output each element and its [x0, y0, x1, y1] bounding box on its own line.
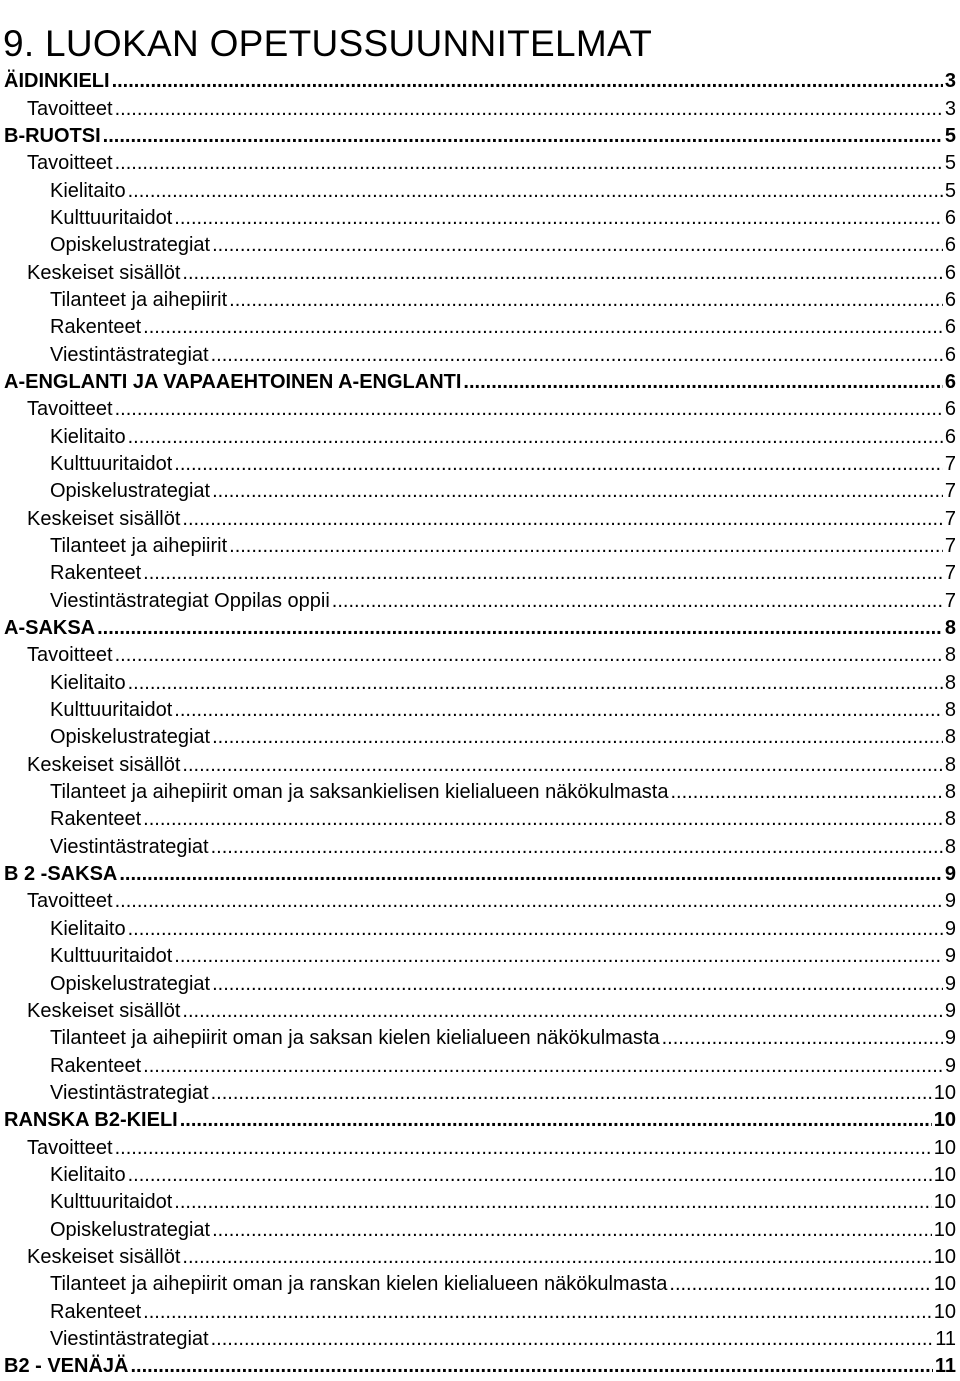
toc-entry[interactable] — [0, 1025, 960, 1052]
toc-dot-leader — [174, 697, 943, 724]
toc-entry-title: Keskeiset sisällöt — [27, 1245, 181, 1268]
toc-entry[interactable] — [0, 478, 960, 505]
toc-dot-leader — [143, 1053, 943, 1080]
page-title: 9. LUOKAN OPETUSSUUNNITELMAT — [3, 22, 653, 64]
toc-entry-title: Opiskelustrategiat — [50, 480, 211, 503]
toc-entry-title: RANSKA B2-KIELI — [4, 1109, 178, 1132]
toc-entry-title: Tavoitteet — [27, 152, 113, 175]
toc-entry-title: Tilanteet ja aihepiirit — [50, 535, 228, 558]
toc-page-number: 6 — [944, 288, 956, 311]
toc-page-number: 6 — [944, 261, 956, 284]
toc-dot-leader — [115, 888, 943, 915]
toc-entry[interactable] — [0, 752, 960, 779]
toc-page-number: 8 — [944, 781, 956, 804]
toc-page-number: 6 — [944, 316, 956, 339]
toc-entry-title: Rakenteet — [50, 316, 142, 339]
toc-dot-leader — [128, 424, 943, 451]
toc-entry-title: Tavoitteet — [27, 890, 113, 913]
toc-entry-title: Viestintästrategiat — [50, 1081, 209, 1104]
toc-dot-leader — [211, 342, 943, 369]
toc-page-number: 10 — [933, 1245, 956, 1268]
toc-entry[interactable] — [0, 369, 960, 396]
toc-entry[interactable] — [0, 724, 960, 751]
toc-dot-leader — [182, 1244, 931, 1271]
toc-page-number: 8 — [944, 726, 956, 749]
toc-page-number: 6 — [944, 425, 956, 448]
toc-entry[interactable] — [0, 205, 960, 232]
toc-page-number: 8 — [944, 644, 956, 667]
toc-entry[interactable] — [0, 1271, 960, 1298]
toc-entry-title: Opiskelustrategiat — [50, 234, 211, 257]
toc-entry[interactable] — [0, 123, 960, 150]
toc-entry-title: ÄIDINKIELI — [4, 70, 110, 93]
toc-entry[interactable] — [0, 177, 960, 204]
toc-page-number: 8 — [944, 753, 956, 776]
toc-entry[interactable] — [0, 1244, 960, 1271]
toc-page-number: 10 — [933, 1218, 956, 1241]
toc-dot-leader — [669, 1271, 931, 1298]
toc-dot-leader — [115, 396, 943, 423]
toc-page-number: 7 — [944, 562, 956, 585]
toc-page-number: 6 — [944, 206, 956, 229]
toc-page-number: 8 — [944, 808, 956, 831]
toc-entry-title: Kielitaito — [50, 425, 126, 448]
toc-page-number: 9 — [944, 890, 956, 913]
toc-dot-leader — [143, 314, 943, 341]
toc-entry-title: Tavoitteet — [27, 644, 113, 667]
toc-entry[interactable] — [0, 560, 960, 587]
toc-page-number: 9 — [944, 945, 956, 968]
toc-dot-leader — [174, 451, 943, 478]
toc-entry-title: Keskeiset sisällöt — [27, 507, 181, 530]
toc-dot-leader — [182, 506, 942, 533]
toc-entry-title: Kulttuuritaidot — [50, 1191, 173, 1214]
toc-dot-leader — [174, 205, 943, 232]
toc-entry[interactable] — [0, 615, 960, 642]
toc-entry-title: Tavoitteet — [27, 398, 113, 421]
toc-page-number: 7 — [944, 480, 956, 503]
toc-page-number: 10 — [933, 1136, 956, 1159]
toc-page-number: 3 — [944, 97, 956, 120]
toc-entry[interactable] — [0, 697, 960, 724]
toc-entry-title: Tavoitteet — [27, 97, 113, 120]
toc-dot-leader — [212, 1217, 932, 1244]
toc-entry[interactable] — [0, 916, 960, 943]
toc-entry-title: Kielitaito — [50, 671, 126, 694]
toc-dot-leader — [229, 287, 943, 314]
toc-entry-title: Kulttuuritaidot — [50, 452, 173, 475]
toc-entry[interactable] — [0, 779, 960, 806]
toc-dot-leader — [180, 1107, 932, 1134]
toc-entry[interactable] — [0, 287, 960, 314]
toc-dot-leader — [182, 998, 942, 1025]
toc-page-number: 7 — [944, 589, 956, 612]
toc-entry[interactable] — [0, 834, 960, 861]
toc-entry[interactable] — [0, 341, 960, 368]
toc-entry[interactable] — [0, 506, 960, 533]
toc-dot-leader — [229, 533, 943, 560]
toc-page-number: 10 — [933, 1191, 956, 1214]
toc-dot-leader — [143, 1299, 932, 1326]
toc-dot-leader — [212, 232, 943, 259]
toc-page-number: 10 — [933, 1109, 956, 1132]
toc-entry-title: Keskeiset sisällöt — [27, 753, 181, 776]
toc-entry[interactable] — [0, 259, 960, 286]
toc-entry-title: Keskeiset sisällöt — [27, 999, 181, 1022]
toc-entry-title: Kielitaito — [50, 917, 126, 940]
toc-page-number: 5 — [944, 179, 956, 202]
toc-entry[interactable] — [0, 1353, 960, 1380]
toc-page-number: 5 — [944, 124, 956, 147]
toc-page-number: 8 — [944, 835, 956, 858]
toc-page-number: 8 — [944, 671, 956, 694]
toc-dot-leader — [115, 96, 943, 123]
toc-page-number: 6 — [944, 398, 956, 421]
toc-dot-leader — [143, 560, 943, 587]
toc-entry-title: Kulttuuritaidot — [50, 699, 173, 722]
toc-entry[interactable] — [0, 642, 960, 669]
toc-entry-title: Kulttuuritaidot — [50, 206, 173, 229]
toc-page-number: 5 — [944, 152, 956, 175]
toc-page-number: 10 — [933, 1163, 956, 1186]
toc-entry[interactable] — [0, 888, 960, 915]
toc-entry-title: B-RUOTSI — [4, 124, 101, 147]
toc-dot-leader — [212, 971, 943, 998]
toc-dot-leader — [662, 1025, 943, 1052]
toc-entry[interactable] — [0, 95, 960, 122]
toc-entry-title: B 2 -SAKSA — [4, 863, 118, 886]
toc-page-number: 6 — [944, 370, 956, 393]
toc-dot-leader — [174, 943, 943, 970]
toc-entry[interactable] — [0, 533, 960, 560]
toc-entry-title: Opiskelustrategiat — [50, 726, 211, 749]
toc-entry-title: Tilanteet ja aihepiirit oman ja saksan kielen kielialueen näkökulmasta — [50, 1027, 660, 1050]
toc-page-number: 8 — [944, 699, 956, 722]
toc-entry[interactable] — [0, 1080, 960, 1107]
toc-entry[interactable] — [0, 998, 960, 1025]
toc-dot-leader — [211, 1326, 934, 1353]
toc-entry[interactable] — [0, 451, 960, 478]
toc-entry-title: Rakenteet — [50, 808, 142, 831]
toc-entry[interactable] — [0, 1134, 960, 1161]
toc-entry[interactable] — [0, 232, 960, 259]
toc-entry-title: Kielitaito — [50, 1163, 126, 1186]
toc-entry-title: Viestintästrategiat — [50, 835, 209, 858]
toc-entry[interactable] — [0, 861, 960, 888]
toc-entry-title: Tilanteet ja aihepiirit oman ja ranskan kielen kielialueen näkökulmasta — [50, 1273, 668, 1296]
toc-entry-title: Opiskelustrategiat — [50, 1218, 211, 1241]
toc-entry-title: Viestintästrategiat Oppilas oppii — [50, 589, 330, 612]
toc-page-number: 3 — [944, 70, 956, 93]
toc-dot-leader — [332, 588, 943, 615]
toc-entry-title: A-SAKSA — [4, 617, 96, 640]
toc-dot-leader — [211, 834, 943, 861]
toc-entry[interactable] — [0, 1298, 960, 1325]
toc-entry-title: Tavoitteet — [27, 1136, 113, 1159]
toc-entry-title: Kulttuuritaidot — [50, 945, 173, 968]
toc-entry-title: B2 - VENÄJÄ — [4, 1355, 129, 1378]
toc-dot-leader — [128, 670, 943, 697]
toc-dot-leader — [128, 916, 943, 943]
toc-entry-title: Keskeiset sisällöt — [27, 261, 181, 284]
toc-dot-leader — [115, 642, 943, 669]
toc-dot-leader — [182, 260, 942, 287]
toc-entry-title: Viestintästrategiat — [50, 343, 209, 366]
toc-dot-leader — [212, 724, 943, 751]
toc-entry-title: Tilanteet ja aihepiirit oman ja saksankielisen kielialueen näkökulmasta — [50, 781, 669, 804]
toc-dot-leader — [115, 150, 943, 177]
toc-entry[interactable] — [0, 1216, 960, 1243]
toc-page-number: 6 — [944, 343, 956, 366]
toc-page-number: 7 — [944, 507, 956, 530]
toc-page-number: 10 — [933, 1081, 956, 1104]
toc-page-number: 10 — [933, 1273, 956, 1296]
toc-page-number: 11 — [935, 1327, 956, 1350]
toc-entry-title: A-ENGLANTI JA VAPAAEHTOINEN A-ENGLANTI — [4, 370, 462, 393]
toc-dot-leader — [671, 779, 943, 806]
toc-dot-leader — [182, 752, 942, 779]
toc-entry-title: Viestintästrategiat — [50, 1327, 209, 1350]
toc-entry-title: Kielitaito — [50, 179, 126, 202]
toc-entry[interactable] — [0, 68, 960, 95]
toc-dot-leader — [103, 123, 943, 150]
toc-entry[interactable] — [0, 943, 960, 970]
toc-page-number: 9 — [944, 999, 956, 1022]
toc-entry[interactable] — [0, 314, 960, 341]
toc-page-number: 7 — [944, 535, 956, 558]
toc-entry[interactable] — [0, 150, 960, 177]
toc-entry-title: Rakenteet — [50, 562, 142, 585]
toc-dot-leader — [174, 1189, 931, 1216]
toc-dot-leader — [211, 1080, 932, 1107]
toc-entry[interactable] — [0, 670, 960, 697]
toc-dot-leader — [143, 806, 943, 833]
toc-page-number: 8 — [944, 617, 956, 640]
toc-page-number: 7 — [944, 452, 956, 475]
toc-dot-leader — [97, 615, 943, 642]
toc-page-number: 9 — [944, 863, 956, 886]
toc-entry[interactable] — [0, 970, 960, 997]
toc-page-number: 9 — [944, 917, 956, 940]
toc-dot-leader — [128, 178, 943, 205]
toc-page-number: 6 — [944, 234, 956, 257]
toc-dot-leader — [128, 1162, 932, 1189]
toc-dot-leader — [119, 861, 943, 888]
toc-dot-leader — [212, 478, 943, 505]
toc-entry[interactable] — [0, 1107, 960, 1134]
toc-entry-title: Rakenteet — [50, 1300, 142, 1323]
toc-entry[interactable] — [0, 423, 960, 450]
toc-dot-leader — [115, 1135, 932, 1162]
toc-page-number: 10 — [933, 1300, 956, 1323]
toc-page-number: 11 — [934, 1355, 956, 1378]
toc-entry-title: Opiskelustrategiat — [50, 972, 211, 995]
toc-entry[interactable] — [0, 1189, 960, 1216]
toc-dot-leader — [463, 369, 942, 396]
toc-entry[interactable] — [0, 396, 960, 423]
toc-page-number: 9 — [944, 972, 956, 995]
toc-page-number: 9 — [944, 1054, 956, 1077]
toc-entry[interactable] — [0, 588, 960, 615]
toc-entry[interactable] — [0, 806, 960, 833]
toc-entry-title: Rakenteet — [50, 1054, 142, 1077]
toc-entry[interactable] — [0, 1052, 960, 1079]
toc-entry-title: Tilanteet ja aihepiirit — [50, 288, 228, 311]
toc-page-number: 9 — [944, 1027, 956, 1050]
table-of-contents — [0, 68, 960, 1381]
toc-entry[interactable] — [0, 1326, 960, 1353]
toc-entry[interactable] — [0, 1162, 960, 1189]
toc-dot-leader — [112, 68, 943, 95]
toc-dot-leader — [130, 1353, 932, 1380]
